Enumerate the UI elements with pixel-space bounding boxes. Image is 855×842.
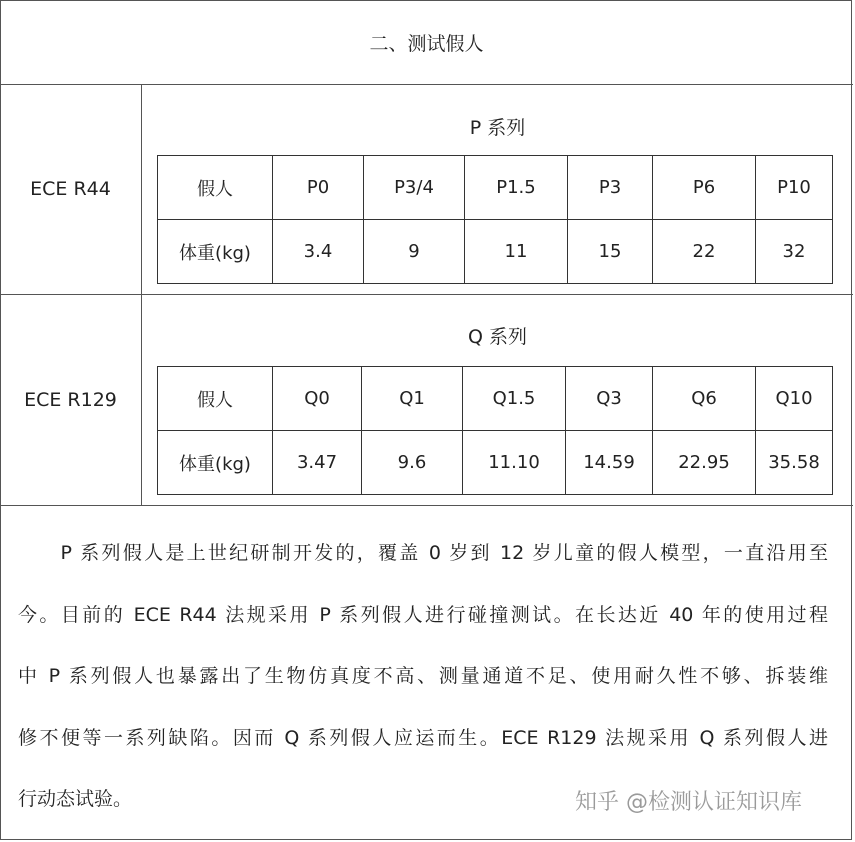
paragraph-line: 行动态试验。 (18, 788, 133, 810)
table-cell: 3.47 (273, 431, 362, 495)
table-cell: 15 (568, 220, 653, 284)
table-cell: 11.10 (463, 431, 566, 495)
table-cell: Q6 (653, 367, 756, 431)
table-cell: Q0 (273, 367, 362, 431)
table-row (158, 431, 833, 495)
regulation-r44: ECE R44 (30, 178, 111, 200)
divider (141, 84, 142, 505)
q-series-table (157, 366, 833, 495)
table-cell: 32 (756, 220, 833, 284)
paragraph-line: 修不便等一系列缺陷。因而 Q 系列假人应运而生。ECE R129 法规采用 Q 系列假人进 (18, 726, 828, 749)
table-cell: 9 (364, 220, 465, 284)
table-cell: 体重(kg) (158, 431, 273, 495)
paragraph-line: 今。目前的 ECE R44 法规采用 P 系列假人进行碰撞测试。在长达近 40 年的使用过程 (18, 603, 828, 626)
section-title: 二、测试假人 (369, 32, 484, 55)
table-cell: 9.6 (362, 431, 463, 495)
table-cell: Q1.5 (463, 367, 566, 431)
table-cell: 假人 (158, 156, 273, 220)
divider (0, 505, 853, 506)
table-row (158, 220, 833, 284)
table-cell: Q1 (362, 367, 463, 431)
paragraph-line: P 系列假人是上世纪研制开发的，覆盖 0 岁到 12 岁儿童的假人模型，一直沿用至 (18, 542, 828, 564)
table-cell: 22.95 (653, 431, 756, 495)
table-cell: 22 (653, 220, 756, 284)
paragraph-line: 中 P 系列假人也暴露出了生物仿真度不高、测量通道不足、使用耐久性不够、拆装维 (18, 665, 828, 687)
table-cell: P0 (273, 156, 364, 220)
table-cell: P6 (653, 156, 756, 220)
q-series-title: Q 系列 (468, 326, 527, 348)
table-cell: 假人 (158, 367, 273, 431)
table-cell: P3/4 (364, 156, 465, 220)
table-row (158, 367, 833, 431)
table-cell: Q3 (566, 367, 653, 431)
p-series-title: P 系列 (469, 117, 526, 139)
watermark: 知乎 @检测认证知识库 (575, 790, 802, 815)
table-cell: P10 (756, 156, 833, 220)
table-cell: 3.4 (273, 220, 364, 284)
table-cell: Q10 (756, 367, 833, 431)
table-cell: 35.58 (756, 431, 833, 495)
table-cell: 体重(kg) (158, 220, 273, 284)
regulation-r129: ECE R129 (24, 388, 117, 411)
p-series-table (157, 155, 833, 284)
table-cell: P3 (568, 156, 653, 220)
table-cell: 14.59 (566, 431, 653, 495)
table-cell: 11 (465, 220, 568, 284)
table-cell: P1.5 (465, 156, 568, 220)
table-row (158, 156, 833, 220)
